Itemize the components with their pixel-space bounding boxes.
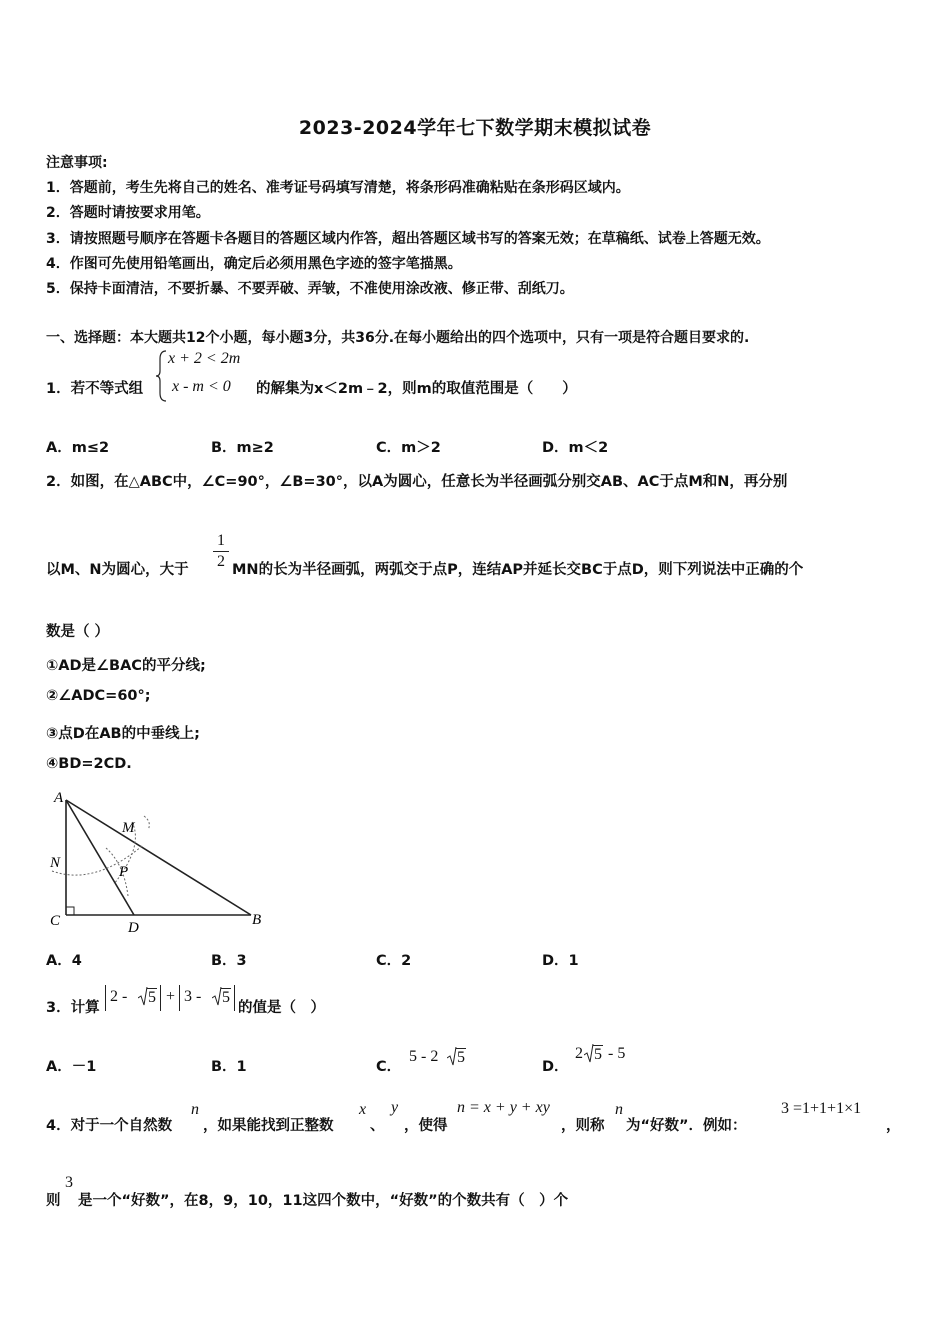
q3-option-d[interactable] <box>542 1041 652 1075</box>
q4-line-2-a: 则 <box>46 1193 61 1209</box>
q3-expression <box>105 985 235 1013</box>
q2-statement-4: ④BD=2CD. <box>46 756 132 772</box>
q1-inequality-2: x - m < 0 <box>172 378 231 395</box>
notice-heading: 注意事项: <box>46 155 108 171</box>
right-angle-mark <box>66 907 74 915</box>
q4-text-4: ，使得 <box>404 1118 448 1134</box>
q2-option-a[interactable]: A．4 <box>46 953 82 969</box>
q2-line-3: 数是（ ） <box>46 624 110 640</box>
label-m: M <box>122 820 135 836</box>
q2-option-c[interactable]: C．2 <box>376 953 412 969</box>
q1-option-c[interactable]: C．m＞2 <box>376 440 441 456</box>
side-ab <box>66 800 251 915</box>
q3-suffix: 的值是（ ） <box>238 1000 325 1016</box>
q2-fraction-denominator: 2 <box>217 553 225 570</box>
label-p: P <box>119 864 129 880</box>
bisector-ad <box>66 800 134 915</box>
notice-item-2: 2．答题时请按要求用笔。 <box>46 205 210 221</box>
q4-var-y: y <box>391 1099 399 1116</box>
notice-item-1: 1．答题前，考生先将自己的姓名、准考证号码填写清楚，将条形码准确粘贴在条形码区域内。 <box>46 180 630 196</box>
q4-text-5: ，则称 <box>561 1118 605 1134</box>
q3-option-c[interactable] <box>376 1044 476 1076</box>
q2-fraction-numerator: 1 <box>217 532 225 549</box>
q4-var-n: n <box>191 1101 199 1118</box>
q2-line-2-post: MN的长为半径画弧，两弧交于点P，连结AP并延长交BC于点D，则下列说法中正确的个 <box>232 562 804 578</box>
q4-var-x: x <box>359 1101 367 1118</box>
q1-prefix: 1．若不等式组 <box>46 381 144 397</box>
label-c: C <box>50 913 61 929</box>
q1-option-b[interactable]: B．m≥2 <box>211 440 274 456</box>
q4-text-3: 、 <box>370 1118 385 1134</box>
q4-number-3: 3 <box>65 1174 73 1191</box>
q4-text-1: 4．对于一个自然数 <box>46 1118 173 1134</box>
section-heading: 一、选择题：本大题共12个小题，每小题3分，共36分.在每小题给出的四个选项中，只有一项是符合题目要求的. <box>46 330 750 346</box>
q3-option-b[interactable]: B．1 <box>211 1059 247 1075</box>
q3-option-a[interactable]: A．－1 <box>46 1059 97 1075</box>
q2-statement-3: ③点D在AB的中垂线上; <box>46 726 200 742</box>
q1-suffix: 的解集为x＜2m﹣2，则m的取值范围是（ ） <box>256 381 577 397</box>
notice-item-3: 3．请按照题号顺序在答题卡各题目的答题区域内作答，超出答题区域书写的答案无效；在草稿纸、试卷上答题无效。 <box>46 231 770 247</box>
q2-fraction <box>213 532 229 571</box>
label-a: A <box>54 790 64 806</box>
arc-at-m <box>144 816 149 830</box>
sqrt-icon <box>138 987 147 1005</box>
label-n: N <box>50 855 61 871</box>
abs-bar <box>179 985 180 1011</box>
q2-statement-2: ②∠ADC=60°; <box>46 688 151 704</box>
q4-text-6: 为“好数”．例如： <box>626 1118 747 1134</box>
q2-statement-1: ①AD是∠BAC的平分线; <box>46 658 206 674</box>
q1-inequality-1: x + 2 < 2m <box>168 350 241 367</box>
sqrt-icon <box>447 1047 456 1065</box>
q2-line-2-pre: 以M、N为圆心，大于 <box>46 562 189 578</box>
q3-option-d-rad: 5 <box>594 1046 602 1063</box>
q3-option-d-pre: 2 <box>575 1045 583 1062</box>
q3-rad-b: 5 <box>222 989 230 1006</box>
q4-equation: n = x + y + xy <box>457 1099 550 1116</box>
fraction-bar <box>213 551 229 552</box>
q1-option-a[interactable]: A．m≤2 <box>46 440 110 456</box>
notice-item-4: 4．作图可先使用铅笔画出，确定后必须用黑色字迹的签字笔描黑。 <box>46 256 462 272</box>
q1-option-d[interactable]: D．m＜2 <box>542 440 609 456</box>
sqrt-icon <box>584 1044 593 1062</box>
page-title: 2023-2024学年七下数学期末模拟试卷 <box>298 117 652 139</box>
abs-bar <box>234 985 235 1011</box>
q2-option-d[interactable]: D．1 <box>542 953 579 969</box>
q4-text-2: ，如果能找到正整数 <box>203 1118 334 1134</box>
q3-expr-a: 2 - <box>110 988 128 1005</box>
q3-option-d-post: - 5 <box>604 1045 626 1062</box>
label-d: D <box>128 920 139 936</box>
sqrt-icon <box>212 987 221 1005</box>
q2-line-1: 2．如图，在△ABC中，∠C=90°，∠B=30°，以A为圆心，任意长为半径画弧分别交AB、AC于点M和N，再分别 <box>46 474 788 490</box>
q3-plus: + <box>166 988 176 1005</box>
q4-line-2-b: 是一个“好数”，在8，9，10，11这四个数中，“好数”的个数共有（ ）个 <box>78 1193 569 1209</box>
q3-option-d-label: D． <box>542 1059 569 1075</box>
q3-option-c-pre: 5 - 2 <box>409 1048 439 1065</box>
q1-inequality-system <box>154 348 254 404</box>
label-b: B <box>252 912 262 928</box>
q2-option-b[interactable]: B．3 <box>211 953 247 969</box>
q4-var-n-2: n <box>615 1101 623 1118</box>
brace-icon <box>154 349 168 403</box>
abs-bar <box>105 985 106 1011</box>
abs-bar <box>160 985 161 1011</box>
q3-expr-b: 3 - <box>184 988 202 1005</box>
q3-option-c-label: C． <box>376 1059 402 1075</box>
q4-text-7: ， <box>886 1118 901 1134</box>
q3-option-c-rad: 5 <box>457 1049 465 1066</box>
q3-prefix: 3．计算 <box>46 1000 100 1016</box>
q3-rad-a: 5 <box>148 989 156 1006</box>
notice-item-5: 5．保持卡面清洁，不要折暴、不要弄破、弄皱，不准使用涂改液、修正带、刮纸刀。 <box>46 281 574 297</box>
triangle-figure <box>44 786 274 938</box>
q4-example: 3 =1+1+1×1 <box>781 1100 862 1117</box>
